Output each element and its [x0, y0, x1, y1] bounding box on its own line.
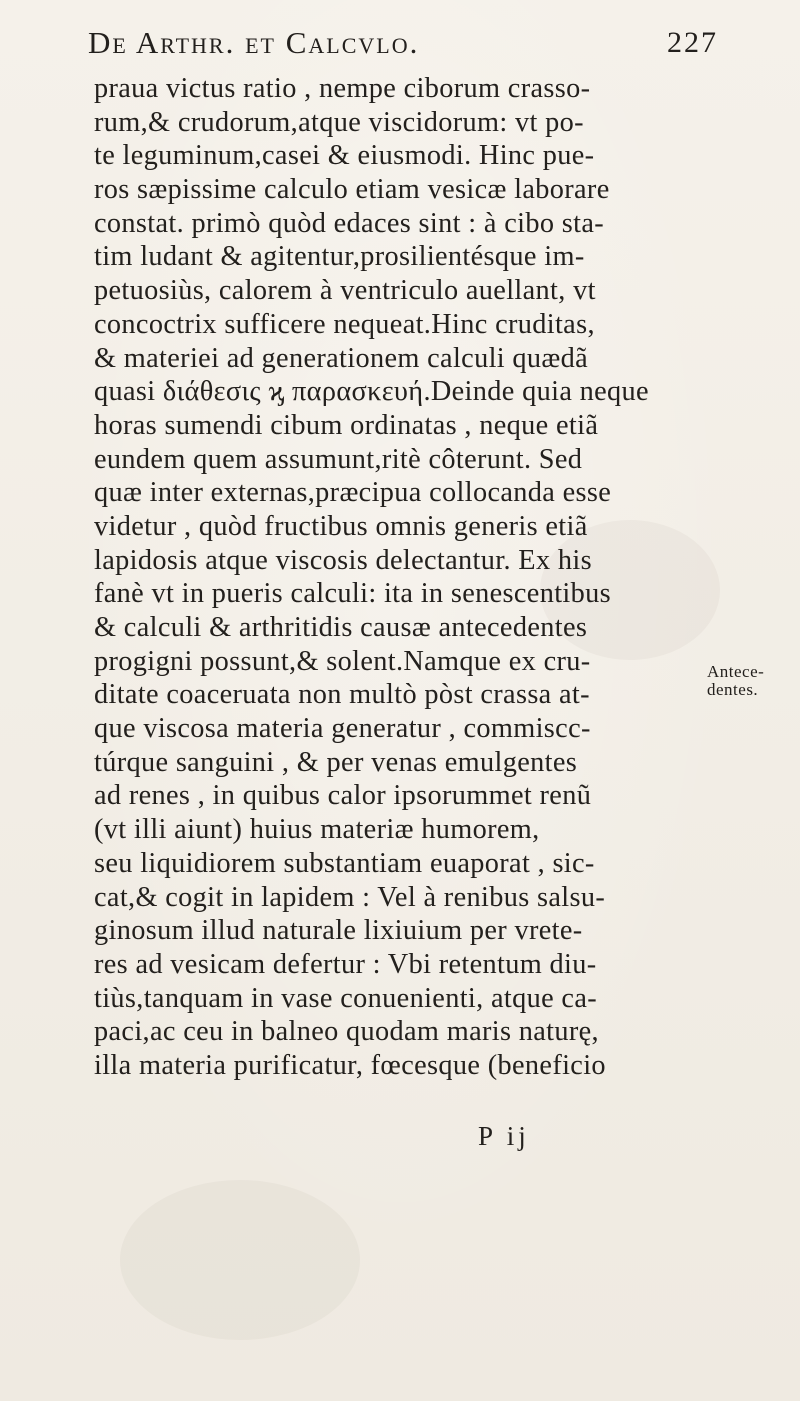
margin-note-line: dentes. — [707, 680, 759, 699]
text-line: fanè vt in pueris calculi: ita in senescentibus — [94, 578, 611, 610]
text-line: quæ inter externas,præcipua collocanda esse — [94, 477, 612, 509]
text-line: eundem quem assumunt,ritè côterunt. Sed — [94, 443, 583, 475]
text-line: illa materia purificatur, fœcesque (beneficio — [94, 1049, 606, 1081]
text-line: quasi διάθεσις ϗ παρασκευή.Deinde quia neque — [94, 376, 649, 408]
text-line: ginosum illud naturale lixiuium per vrete- — [94, 915, 583, 947]
body-text — [94, 72, 674, 1083]
paper-stain — [120, 1180, 360, 1340]
text-line: praua victus ratio , nempe ciborum crasso- — [94, 73, 591, 104]
text-line: res ad vesicam defertur : Vbi retentum diu- — [94, 948, 597, 980]
margin-note — [707, 663, 797, 699]
text-line: rum,& crudorum,atque viscidorum: vt po- — [94, 106, 584, 138]
text-line: ros sæpissime calculo etiam vesicæ laborare — [94, 174, 610, 206]
text-line: paci,ac ceu in balneo quodam maris naturę, — [94, 1016, 599, 1048]
page-number: 227 — [667, 26, 718, 59]
text-line: tim ludant & agitentur,prosilientésque im- — [94, 241, 585, 273]
text-line: horas sumendi cibum ordinatas , neque etiã — [94, 409, 599, 441]
text-line: lapidosis atque viscosis delectantur. Ex his — [94, 544, 592, 576]
text-line: ad renes , in quibus calor ipsorummet renũ — [94, 780, 592, 812]
text-line: & calculi & arthritidis causæ antecedentes — [94, 612, 588, 643]
text-line: ditate coaceruata non multò pòst crassa at- — [94, 679, 590, 711]
text-line: (vt illi aiunt) huius materiæ humorem, — [94, 814, 540, 846]
text-line: túrque sanguini , & per venas emulgentes — [94, 746, 578, 778]
text-line: te leguminum,casei & eiusmodi. Hinc pue- — [94, 140, 595, 172]
text-line: concoctrix sufficere nequeat.Hinc cruditas, — [94, 308, 595, 340]
text-line: petuosiùs, calorem à ventriculo auellant, vt — [94, 275, 596, 307]
running-head — [88, 18, 718, 68]
running-head-title: De Arthr. et Calcvlo. — [88, 25, 420, 60]
margin-note-line: Antece- — [707, 662, 765, 681]
text-line: que viscosa materia generatur , commiscc- — [94, 713, 591, 745]
text-line: cat,& cogit in lapidem : Vel à renibus salsu- — [94, 881, 606, 913]
text-line: constat. primò quòd edaces sint : à cibo sta- — [94, 207, 605, 239]
text-line: progigni possunt,& solent.Namque ex cru- — [94, 645, 591, 677]
text-line: videtur , quòd fructibus omnis generis etiã — [94, 510, 588, 542]
signature-mark: P ij — [478, 1121, 530, 1151]
text-line: tiùs,tanquam in vase conuenienti, atque ca- — [94, 982, 598, 1014]
text-line: & materiei ad generationem calculi quædã — [94, 342, 589, 374]
text-line: seu liquidiorem substantiam euaporat , sic- — [94, 847, 595, 879]
